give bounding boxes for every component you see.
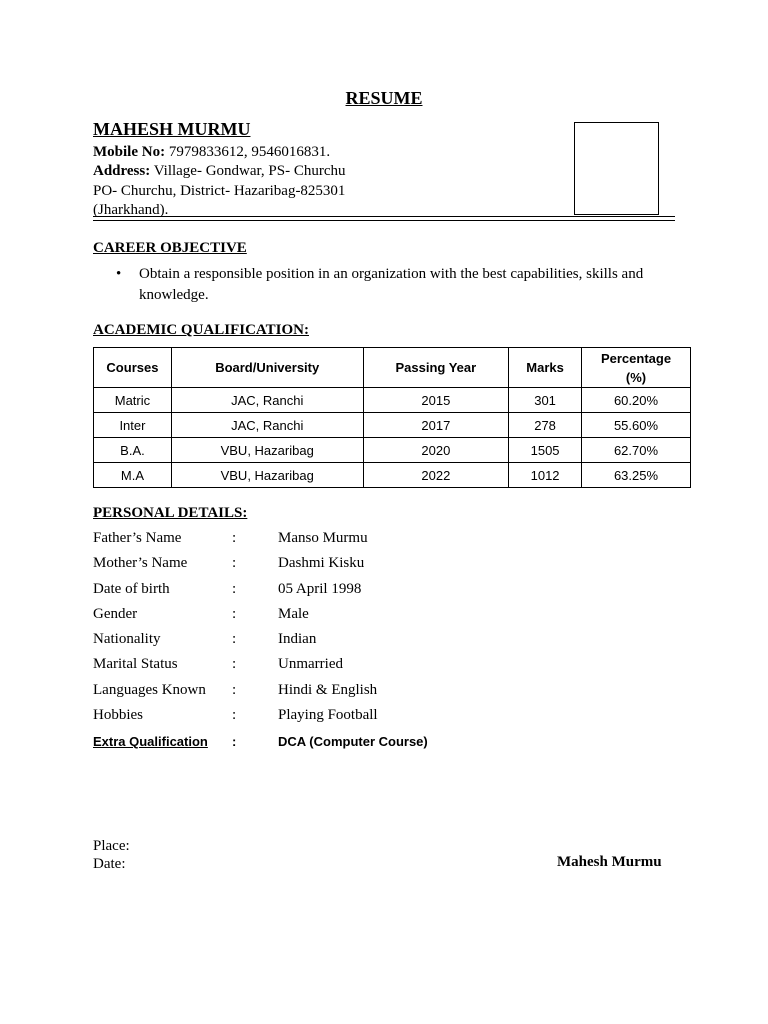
mobile-line [93, 142, 330, 162]
gender-label: Gender [93, 606, 138, 622]
header-courses: Courses [94, 348, 172, 388]
fathers-name-label: Father’s Name [93, 530, 182, 546]
academic-table [93, 347, 691, 488]
divider-line [93, 220, 675, 221]
colon-separator: : [232, 707, 237, 723]
table-row [94, 463, 691, 488]
address-line [93, 161, 346, 181]
date-label: Date: [93, 856, 126, 872]
table-cell: Matric [94, 388, 172, 413]
table-cell: 2017 [363, 413, 509, 438]
languages-value: Hindi & English [278, 682, 378, 698]
table-row [94, 438, 691, 463]
colon-separator: : [232, 606, 237, 622]
place-label: Place: [93, 838, 130, 854]
table-cell: 301 [509, 388, 582, 413]
marital-status-value: Unmarried [278, 656, 343, 672]
table-cell: VBU, Hazaribag [171, 463, 363, 488]
table-cell: 1505 [509, 438, 582, 463]
mothers-name-value: Dashmi Kisku [278, 555, 365, 571]
dob-label: Date of birth [93, 581, 170, 597]
languages-label: Languages Known [93, 682, 206, 698]
career-objective-heading: CAREER OBJECTIVE [93, 240, 247, 256]
colon-separator: : [232, 555, 237, 571]
photo-box [574, 122, 659, 215]
table-cell: Inter [94, 413, 172, 438]
table-row [94, 413, 691, 438]
table-cell: JAC, Ranchi [171, 388, 363, 413]
table-cell: B.A. [94, 438, 172, 463]
mobile-value: 7979833612, 9546016831. [165, 144, 331, 160]
bullet-icon: • [116, 266, 122, 282]
table-cell: 2022 [363, 463, 509, 488]
gender-value: Male [278, 606, 309, 622]
table-cell: 60.20% [582, 388, 691, 413]
table-cell: 2020 [363, 438, 509, 463]
colon-separator: : [232, 682, 237, 698]
colon-separator: : [232, 734, 237, 749]
header-percentage: Percentage (%) [582, 348, 691, 388]
candidate-name: MAHESH MURMU [93, 119, 251, 139]
career-objective-text: Obtain a responsible position in an organization with the best capabilities, skills and knowledge. [139, 266, 644, 303]
colon-separator: : [232, 656, 237, 672]
address-value: Village- Gondwar, PS- Churchu [150, 163, 346, 179]
hobbies-value: Playing Football [278, 707, 378, 723]
colon-separator: : [232, 631, 237, 647]
resume-title: RESUME [345, 88, 423, 108]
address-line-3: (Jharkhand). [93, 202, 169, 218]
table-cell: JAC, Ranchi [171, 413, 363, 438]
address-line-2: PO- Churchu, District- Hazaribag-825301 [93, 183, 346, 199]
mobile-label: Mobile No: [93, 144, 166, 160]
signature-name: Mahesh Murmu [557, 854, 662, 870]
academic-heading: ACADEMIC QUALIFICATION: [93, 322, 309, 338]
table-cell: M.A [94, 463, 172, 488]
table-cell: VBU, Hazaribag [171, 438, 363, 463]
table-row [94, 388, 691, 413]
personal-details-heading: PERSONAL DETAILS: [93, 505, 248, 521]
table-cell: 55.60% [582, 413, 691, 438]
table-cell: 62.70% [582, 438, 691, 463]
colon-separator: : [232, 581, 237, 597]
table-cell: 278 [509, 413, 582, 438]
colon-separator: : [232, 530, 237, 546]
marital-status-label: Marital Status [93, 656, 178, 672]
extra-qualification-value: DCA (Computer Course) [278, 734, 428, 749]
nationality-label: Nationality [93, 631, 161, 647]
table-cell: 1012 [509, 463, 582, 488]
divider-line [93, 216, 675, 217]
hobbies-label: Hobbies [93, 707, 143, 723]
address-label: Address: [93, 163, 151, 179]
nationality-value: Indian [278, 631, 317, 647]
fathers-name-value: Manso Murmu [278, 530, 368, 546]
header-passing-year: Passing Year [363, 348, 509, 388]
extra-qualification-label: Extra Qualification [93, 734, 208, 749]
table-cell: 2015 [363, 388, 509, 413]
header-board: Board/University [171, 348, 363, 388]
table-header-row [94, 348, 691, 388]
table-cell: 63.25% [582, 463, 691, 488]
mothers-name-label: Mother’s Name [93, 555, 188, 571]
header-marks: Marks [509, 348, 582, 388]
dob-value: 05 April 1998 [278, 581, 362, 597]
